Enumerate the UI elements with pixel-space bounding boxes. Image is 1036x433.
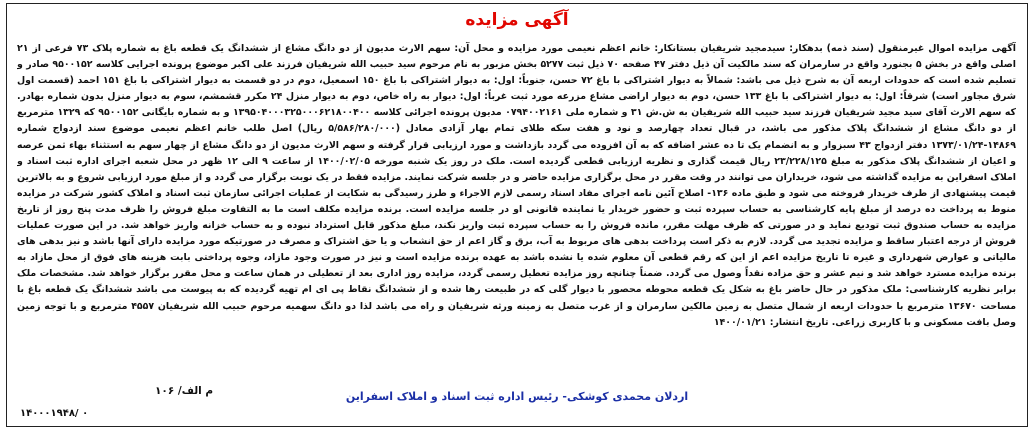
notice-body — [17, 41, 1016, 384]
publication-date: تاریخ انتشار: ۱۴۰۰/۰۱/۲۱ — [713, 316, 829, 328]
tracking-number: ۱۴۰۰۰۱۹۴۸/ ۰ — [20, 408, 89, 419]
reference-code: م الف/ ۱۰۶ — [155, 385, 214, 397]
notice-body-text: آگهی مزایده اموال غیرمنقول (سند ذمه) بدهکار: سیدمجید شریفیان بستانکار: خانم اعظم نعیمی مورد مزایده و محل آن: سهم الارث مدیون از دو دانگ مشاع از ششدانگ یک قطعه باغ به شماره پلاک ۷۳ فرعی از ۲۱ اصلی واقع در بخش ۵ بجنورد واقع در سارمران که سند مالکیت آن ذیل دفتر ۴۷ صفحه ۷۰ ذیل ثبت ۵۲۷۷ بخش مزبور به نام مرحوم سید حبیب الله شریفیان فرزند علی اکبر موضوع پرونده اجرایی کلاسه ۹۵۰۰۱۵۲ صادر و تسلیم شده است که حدودات اربعه آن به شرح ذیل می باشد: شمالاً به دیوار اشتراکی با باغ ۷۲ حسن، جنوباً: اول: به دیوار اشتراکی با باغ ۱۵۰ اسمعیل، دوم در دو قسمت به دیوار اشتراکی با باغ ۱۵۱ احمد (قسمت اول شرق مجاور است) شرقاً: اول: به دیوار اشتراکی با باغ ۱۳۳ حسن، دوم به دیوار اراضی مشاع مزرعه مورد ثبت غرباً: اول: دیوار به راه خاص، دوم به دیوار منزل ۲۴ مکرر قشمشم، سوم به دیوار منزل بدون شماره بهادر. که سهم الارث آقای سید مجید شریفیان فرزند سید حبیب الله شریفیان به ش.ش ۳۱ و شماره ملی ۰۷۹۴۰۰۲۱۶۱ مدیون پرونده اجرائی کلاسه ۱۳۹۵۰۴۰۰۰۳۲۵۰۰۰۶۲۱۸۰۰۴۰۰ و به شماره بایگانی ۹۵۰۰۱۵۲ که ۱۳۲۹ مترمربع از دو دانگ مشاع از ششدانگ پلاک مذکور می باشد، در قبال تعداد چهارصد و نود و هفت سکه طلای تمام بهار آزادی معادل (۵/۵۸۶/۲۸۰/۰۰۰ ریال) اصل طلب خانم اعظم نعیمی موضوع سند ازدواج شماره ۱۴۸۶۹-۱۳۷۳/۰۱/۲۴ دفتر ازدواج ۴۳ سبزوار و به انضمام یک تا ده عشر اضافه که به آن افزوده می گردد بازداشت و مورد ارزیابی قرار گرفته و سهم الارث مدیون از دو دانگ مشاع از چهار سهم به استثناء بهاء ثمن عرصه و اعیان از ششدانگ پلاک مذکور به مبلغ ۲۳/۲۲۸/۱۲۵ ریال قیمت گذاری و نظریه ارزیابی قطعی گردیده است. ملک در روز یک شنبه مورخه ۱۴۰۰/۰۲/۰۵ از ساعت ۹ الی ۱۲ ظهر در محل شعبه اجرای اداره ثبت اسناد و املاک اسفراین به مزایده گذاشته می شود، خریداران می توانند در وقت مقرر در محل برگزاری مزایده حاضر و در جلسه شرکت نمایند. مزایده فقط در یک نوبت برگزار می گردد و از مبلغ مورد ارزیابی شروع و به بالاترین قیمت پیشنهادی از طرف خریدار فروخته می شود و طبق ماده ۱۳۶- اصلاح آئین نامه اجرای مفاد اسناد رسمی لازم الاجراء و طرز رسیدگی به شکایت از عملیات اجرائی سازمان ثبت اسناد و املاک کشور شرکت در مزایده منوط به پرداخت ده درصد از مبلغ پایه کارشناسی به حساب سپرده ثبت و حضور خریدار یا نماینده قانونی او در جلسه مزایده است. برنده مزایده مکلف است ما به التفاوت مبلغ فروش را ظرف مدت پنج روز از تاریخ مزایده به حساب صندوق ثبت تودیع نماید و در صورتی که ظرف مهلت مقرر، مانده فروش را به حساب سپرده ثبت واریز نکند، مبلغ مذکور قابل استرداد نبوده و به حساب خزانه واریز خواهد شد. در این صورت عملیات فروش از درجه اعتبار ساقط و مزایده تجدید می گردد. لازم به ذکر است پرداخت بدهی های مربوط به آب، برق و گاز اعم از حق انشعاب و یا حق اشتراک و مصرف در صورتیکه مورد مزایده دارای آنها باشد و نیز بدهی های مالیاتی و عوارض شهرداری و غیره تا تاریخ مزایده اعم از این که رقم قطعی آن معلوم شده یا نشده باشد به عهده برنده مزایده است و نیز در صورت وجود مازاد، وجوه پرداختی بابت هزینه های فوق از محل مازاد به برنده مزایده مسترد خواهد شد و نیم عشر و حق مزاده نقداً وصول می گردد. ضمناً چنانچه روز مزایده تعطیل رسمی گردد، مزایده روز اداری بعد از تعطیلی در همان ساعت و محل مقرر برگزار خواهد شد. مشخصات ملک برابر نظریه کارشناسی: ملک مذکور در حال حاضر باغ به شکل یک قطعه محوطه محصور با دیوار گلی که در طبیعت رها شده و از ششدانگ نقاط پی ای ام تهیه گردیده که به پیوست می باشد ششدانگ یک قطعه باغ با مساحت ۱۳۶۷۰ مترمربع با حدودات اربعه از شمال متصل به زمین مالکین سارمران و از غرب متصل به زمینه ورثه شریفیان و راه می باشد لذا دو دانگ سهمیه مرحوم حبیب الله شریفیان ۴۵۵۷ مترمربع و با توجه زمین وصل بافت مسکونی و با کاربری زراعی. — [17, 43, 1016, 328]
notice-title: آگهی مزایده — [465, 10, 569, 30]
signature-line: اردلان محمدی کوشکی- رئیس اداره ثبت اسناد و املاک اسفراین — [345, 390, 689, 403]
notice-frame — [6, 3, 1028, 427]
